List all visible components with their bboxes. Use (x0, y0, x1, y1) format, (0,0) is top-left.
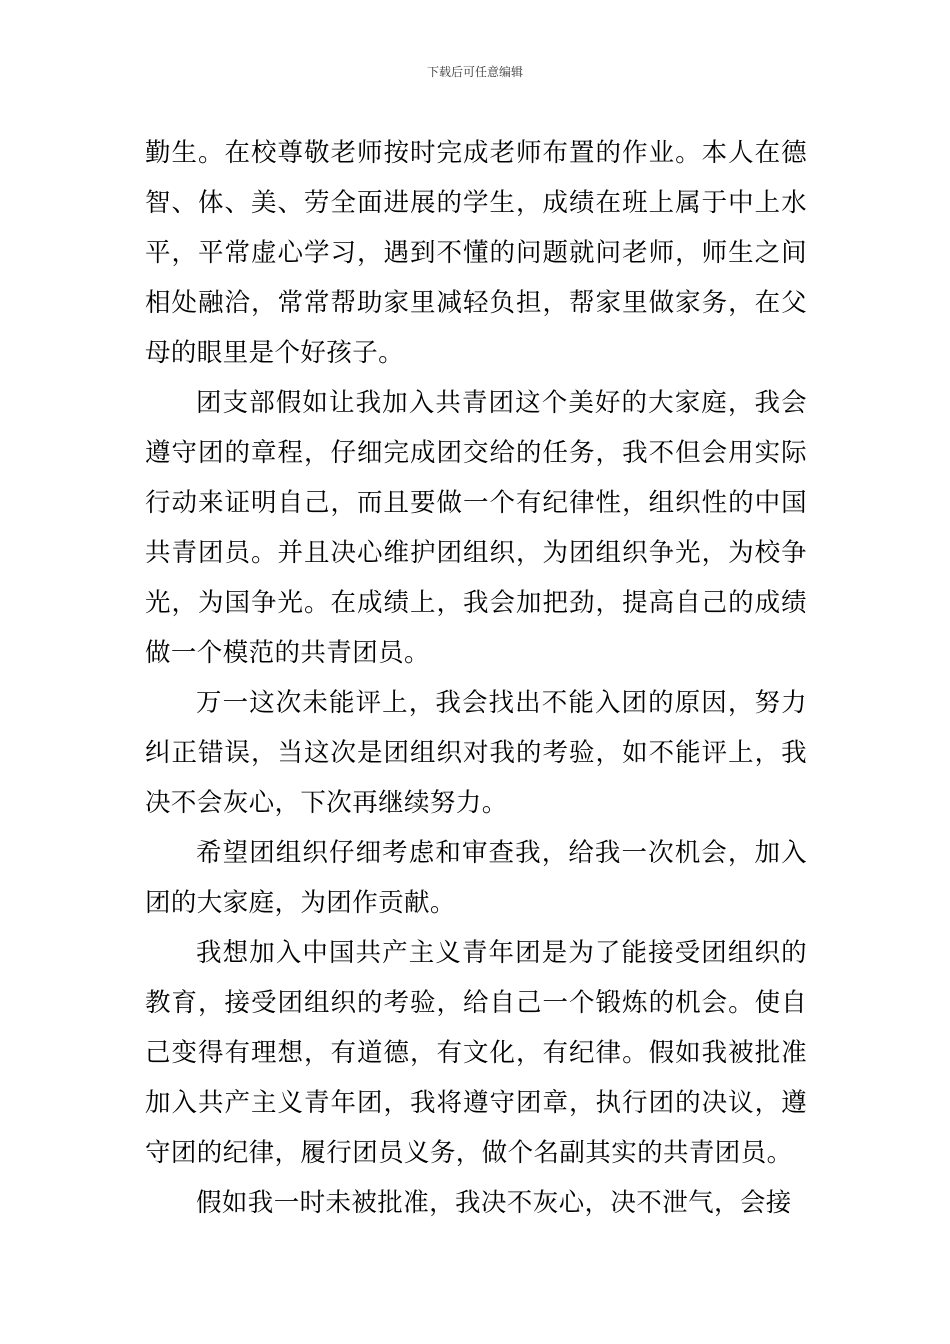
paragraph-6: 假如我一时未被批准，我决不灰心，决不泄气，会接 (196, 1188, 792, 1218)
paragraph-3: 万一这次未能评上，我会找出不能入团的原因，努力纠正错误，当这次是团组织对我的考验，如不能评上，我决不会灰心，下次再继续努力。 (145, 688, 807, 818)
page-header: 下载后可任意编辑 (426, 65, 523, 79)
paragraph-5: 我想加入中国共产主义青年团是为了能接受团组织的教育，接受团组织的考验，给自己一个锻炼的机会。使自己变得有理想，有道德，有文化，有纪律。假如我被批准加入共产主义青年团，我将遵守团章，执行团的决议，遵守团的纪律，履行团员义务，做个名副其实的共青团员。 (145, 938, 807, 1168)
paragraph-4: 希望团组织仔细考虑和审查我，给我一次机会，加入团的大家庭，为团作贡献。 (145, 838, 807, 918)
document-body (145, 128, 807, 1228)
paragraph-1: 勤生。在校尊敬老师按时完成老师布置的作业。本人在德智、体、美、劳全面进展的学生，成绩在班上属于中上水平，平常虚心学习，遇到不懂的问题就问老师，师生之间相处融洽，常常帮助家里减轻负担，帮家里做家务，在父母的眼里是个好孩子。 (145, 138, 807, 368)
paragraph-2: 团支部假如让我加入共青团这个美好的大家庭，我会遵守团的章程，仔细完成团交给的任务，我不但会用实际行动来证明自己，而且要做一个有纪律性，组织性的中国共青团员。并且决心维护团组织，为团组织争光，为校争光，为国争光。在成绩上，我会加把劲，提高自己的成绩做一个模范的共青团员。 (145, 388, 807, 668)
